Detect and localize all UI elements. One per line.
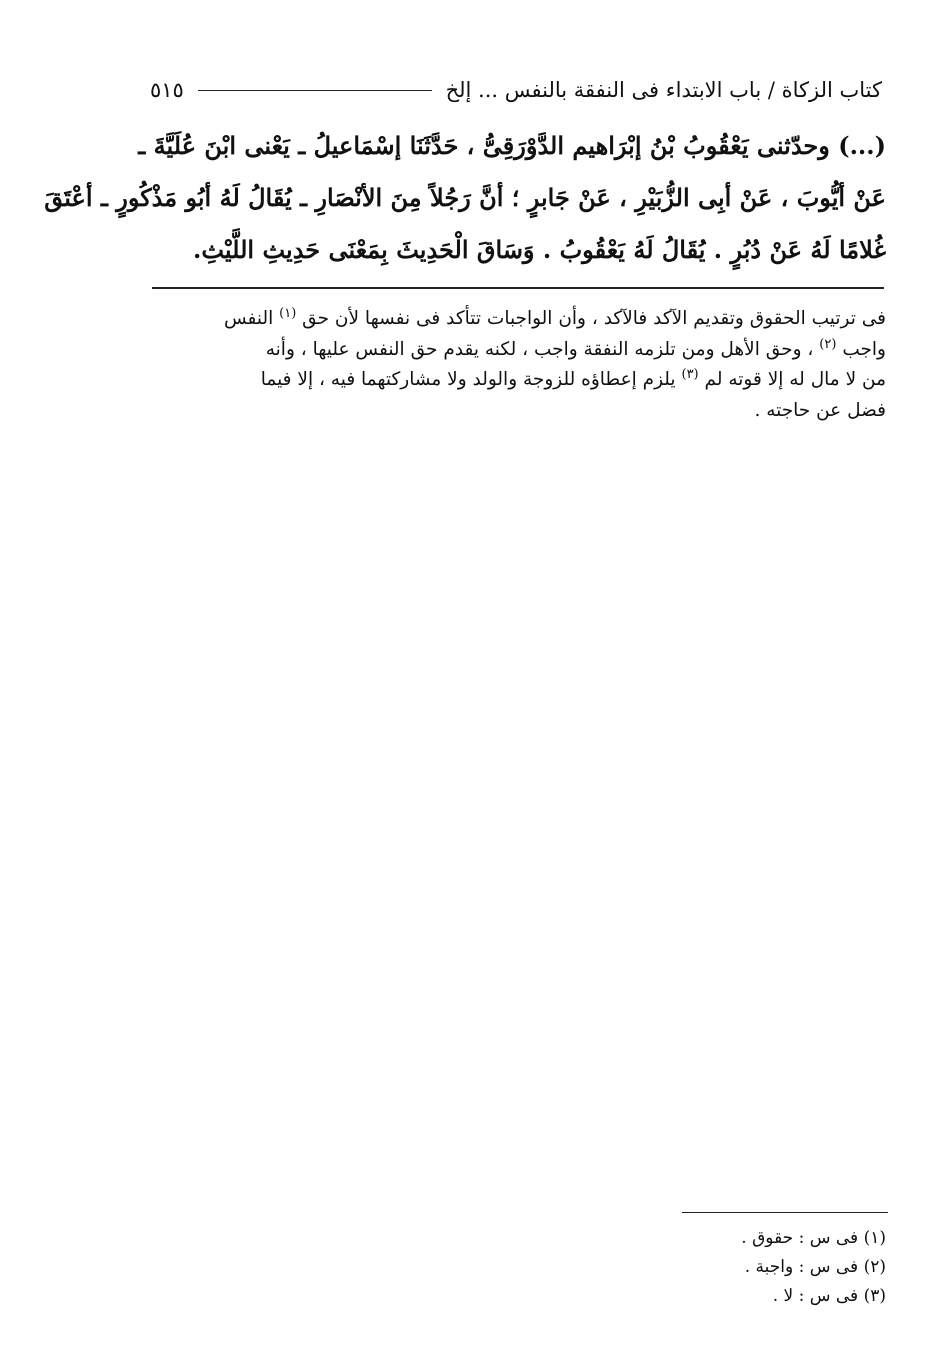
commentary-fragment: فى ترتيب الحقوق وتقديم الآكد فالآكد ، وأن الواجبات تتأكد فى نفسها لأن حق bbox=[302, 308, 886, 329]
header-title: كتاب الزكاة / باب الابتداء فى النفقة بالنفس ... إلخ bbox=[445, 78, 882, 102]
commentary-fragment: النفس bbox=[223, 308, 274, 329]
commentary-line bbox=[150, 365, 886, 396]
footnote-ref: (٢) bbox=[819, 336, 837, 352]
commentary-text bbox=[150, 304, 886, 426]
commentary-fragment: ، وحق الأهل ومن تلزمه النفقة واجب ، لكنه يقدم حق النفس عليها ، وأنه bbox=[265, 338, 814, 360]
commentary-line: فضل عن حاجته . bbox=[754, 399, 886, 421]
hadith-text bbox=[44, 120, 886, 276]
footnote-item: (٣) فى س : لا . bbox=[772, 1286, 886, 1306]
footnotes bbox=[586, 1224, 886, 1311]
footnote-rule bbox=[682, 1212, 888, 1213]
header-rule bbox=[198, 90, 432, 91]
commentary-line bbox=[150, 304, 886, 335]
footnote-ref: (١) bbox=[279, 305, 297, 321]
commentary-fragment: من لا مال له إلا قوته لم bbox=[704, 369, 886, 390]
page-number: ٥١٥ bbox=[150, 78, 184, 102]
footnote-item: (٢) فى س : واجبة . bbox=[744, 1257, 886, 1277]
section-separator bbox=[152, 287, 884, 289]
hadith-line: غُلامًا لَهُ عَنْ دُبُرٍ . يُقَالُ لَهُ يَعْقُوبُ . وَسَاقَ الْحَدِيثَ بِمَعْنَى حَدِيثِ اللَّيْثِ. bbox=[193, 235, 886, 264]
hadith-line: عَنْ أيُّوبَ ، عَنْ أبِى الزُّبَيْرِ ، عَنْ جَابرٍ ؛ أنَّ رَجُلاً مِنَ الأنْصَارِ ـ يُقَالُ لَهُ أبُو مَذْكُورٍ ـ أعْتَقَ bbox=[44, 183, 886, 212]
running-header bbox=[150, 72, 882, 108]
footnote-ref: (٣) bbox=[681, 366, 699, 382]
commentary-line bbox=[150, 335, 886, 366]
hadith-line: (...) وحدّثنى يَعْقُوبُ بْنُ إبْرَاهيم الدَّوْرَقِىُّ ، حَدَّثَنَا إسْمَاعيلُ ـ يَعْنى ابْنَ عُلَيَّةَ ـ bbox=[138, 131, 886, 160]
commentary-fragment: واجب bbox=[842, 338, 886, 360]
commentary-fragment: يلزم إعطاؤه للزوجة والولد ولا مشاركتهما فيه ، إلا فيما bbox=[260, 369, 676, 390]
footnote-item: (١) فى س : حقوق . bbox=[741, 1228, 886, 1248]
